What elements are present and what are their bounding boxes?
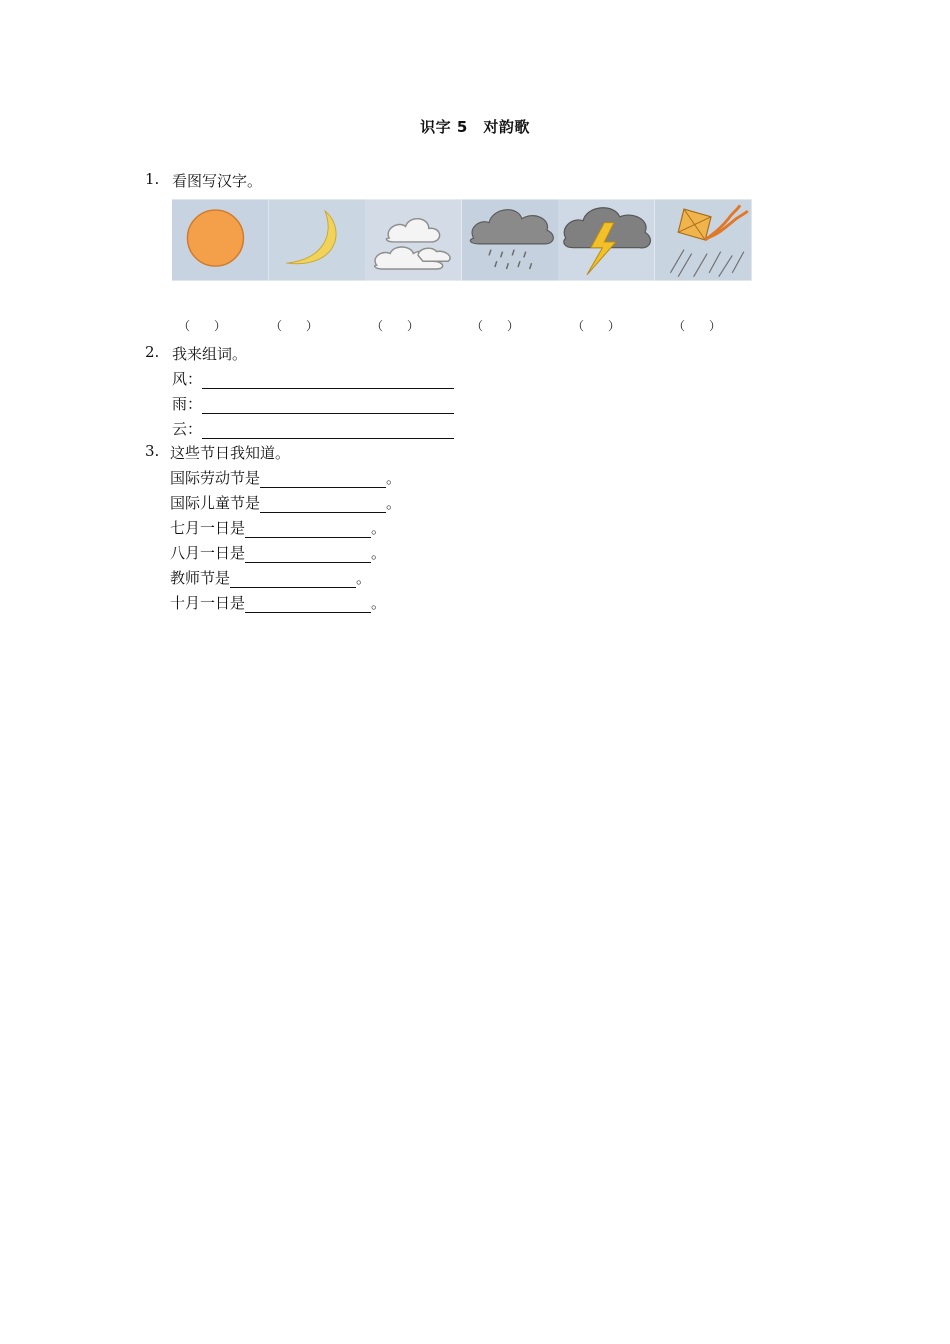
festival-answer-line[interactable] <box>245 596 371 613</box>
answer-blank-1[interactable]: （ ） <box>178 319 227 333</box>
festival-answer-line[interactable] <box>245 546 371 563</box>
word-label: 雨： <box>172 395 203 413</box>
page-title: 识字 5 对韵歌 <box>420 118 530 136</box>
moon-icon <box>269 198 366 282</box>
answer-blank-4[interactable]: （ ） <box>471 319 520 333</box>
question-1-number: 1. <box>145 170 160 188</box>
word-answer-line[interactable] <box>202 372 454 389</box>
answer-blank-6[interactable]: （ ） <box>673 319 722 333</box>
question-3-text: 这些节日我知道。 <box>170 444 291 462</box>
festival-row-labor-day: 国际劳动节是 。 <box>170 469 402 487</box>
answer-blank-5[interactable]: （ ） <box>572 319 621 333</box>
word-row-feng <box>172 368 454 389</box>
word-label: 风： <box>172 370 203 388</box>
festival-row-august-first: 八月一日是 。 <box>170 544 387 562</box>
picture-strip <box>172 198 752 282</box>
cloud-icon <box>365 198 462 282</box>
question-2-number: 2. <box>145 343 160 361</box>
festival-answer-line[interactable] <box>230 571 356 588</box>
question-3-number: 3. <box>145 442 160 460</box>
festival-answer-line[interactable] <box>245 521 371 538</box>
answer-blank-2[interactable]: （ ） <box>270 319 319 333</box>
festival-answer-line[interactable] <box>260 471 386 488</box>
festival-row-childrens-day: 国际儿童节是 。 <box>170 494 402 512</box>
thunder-cloud-icon <box>558 198 655 282</box>
sun-icon <box>172 198 269 282</box>
festival-row-teachers-day: 教师节是 。 <box>170 569 372 587</box>
word-label: 云： <box>172 420 203 438</box>
kite-wind-icon <box>655 198 752 282</box>
word-row-yun <box>172 418 454 439</box>
question-2-text: 我来组词。 <box>172 345 248 363</box>
question-1-text: 看图写汉字。 <box>172 172 263 190</box>
festival-row-october-first: 十月一日是 。 <box>170 594 387 612</box>
word-answer-line[interactable] <box>202 397 454 414</box>
word-row-yu <box>172 393 454 414</box>
festival-answer-line[interactable] <box>260 496 386 513</box>
answer-blank-3[interactable]: （ ） <box>371 319 420 333</box>
festival-row-july-first: 七月一日是 。 <box>170 519 387 537</box>
rain-cloud-icon <box>462 198 559 282</box>
word-answer-line[interactable] <box>202 422 454 439</box>
